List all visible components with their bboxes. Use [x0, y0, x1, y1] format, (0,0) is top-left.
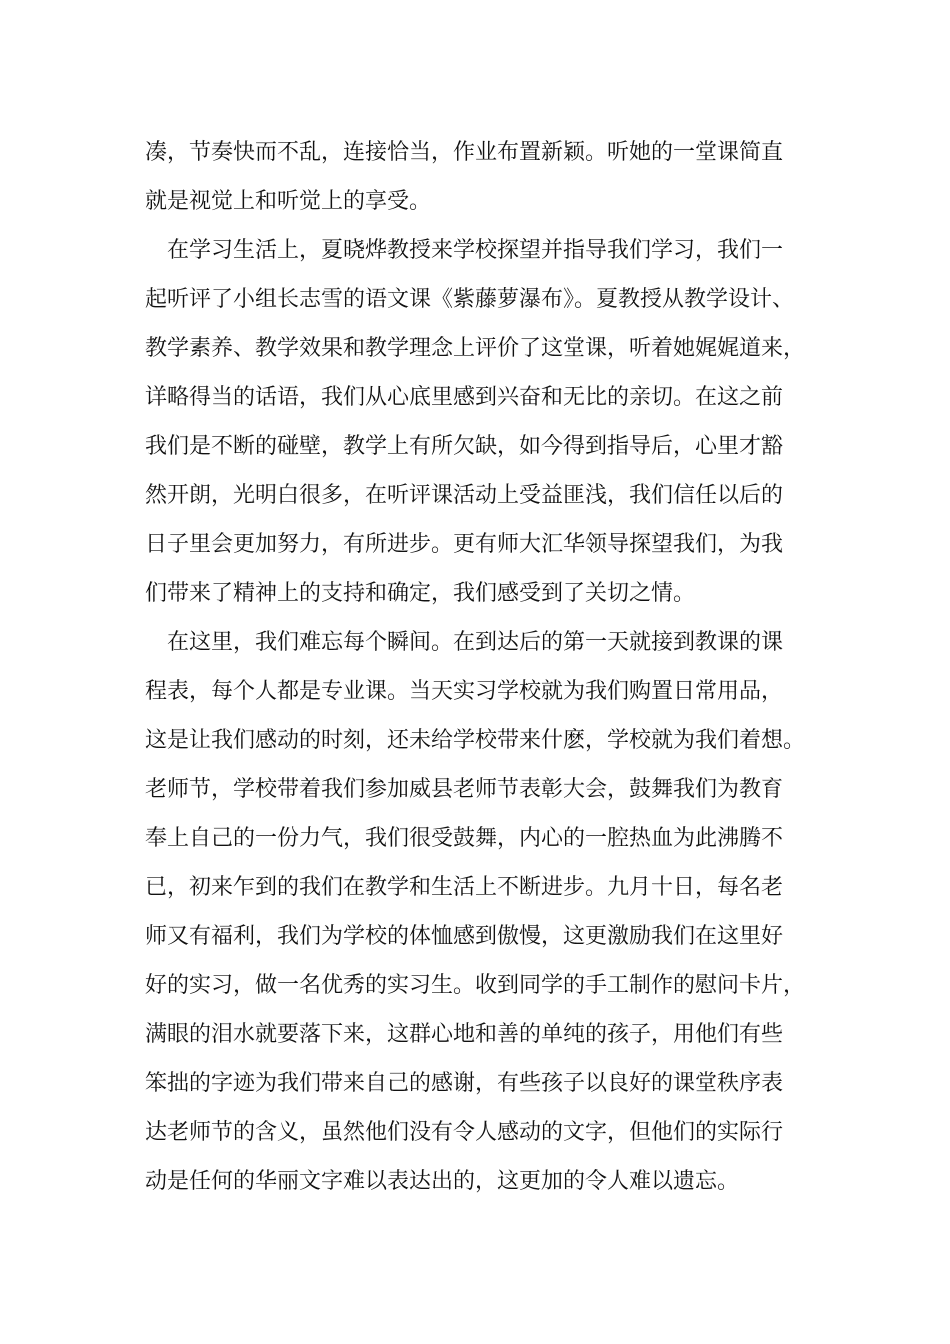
text-line: 满眼的泪水就要落下来，这群心地和善的单纯的孩子，用他们有些 — [145, 1022, 784, 1047]
text-line: 老师节，学校带着我们参加威县老师节表彰大会，鼓舞我们为教育 — [145, 777, 784, 802]
text-line: 这是让我们感动的时刻，还未给学校带来什麽，学校就为我们着想。 — [145, 728, 806, 753]
text-line: 我们是不断的碰壁，教学上有所欠缺，如今得到指导后，心里才豁 — [145, 434, 784, 459]
paragraph-3 — [145, 618, 805, 1206]
paragraph-1 — [145, 128, 805, 226]
body-text — [145, 128, 805, 1206]
text-line: 凑，节奏快而不乱，连接恰当，作业布置新颖。听她的一堂课简直 — [145, 140, 784, 165]
paragraph-2 — [145, 226, 805, 618]
text-line: 就是视觉上和听觉上的享受。 — [145, 189, 432, 214]
text-line: 详略得当的话语，我们从心底里感到兴奋和无比的亲切。在这之前 — [145, 385, 784, 410]
text-line: 们带来了精神上的支持和确定，我们感受到了关切之情。 — [145, 581, 696, 606]
text-line: 奉上自己的一份力气，我们很受鼓舞，内心的一腔热血为此沸腾不 — [145, 826, 784, 851]
text-line: 然开朗，光明白很多，在听评课活动上受益匪浅，我们信任以后的 — [145, 483, 784, 508]
text-line: 动是任何的华丽文字难以表达出的，这更加的令人难以遗忘。 — [145, 1169, 740, 1194]
text-line: 达老师节的含义，虽然他们没有令人感动的文字，但他们的实际行 — [145, 1120, 784, 1145]
text-line: 在这里，我们难忘每个瞬间。在到达后的第一天就接到教课的课 — [167, 630, 784, 655]
text-line: 已，初来乍到的我们在教学和生活上不断进步。九月十日，每名老 — [145, 875, 784, 900]
text-line: 起听评了小组长志雪的语文课《紫藤萝瀑布》。夏教授从教学设计、 — [145, 287, 795, 312]
text-line: 好的实习，做一名优秀的实习生。收到同学的手工制作的慰问卡片， — [145, 973, 806, 998]
text-line: 师又有福利，我们为学校的体恤感到傲慢，这更激励我们在这里好 — [145, 924, 784, 949]
text-line: 笨拙的字迹为我们带来自己的感谢，有些孩子以良好的课堂秩序表 — [145, 1071, 784, 1096]
text-line: 程表，每个人都是专业课。当天实习学校就为我们购置日常用品， — [145, 679, 784, 704]
text-line: 在学习生活上，夏晓烨教授来学校探望并指导我们学习，我们一 — [167, 238, 784, 263]
text-line: 教学素养、教学效果和教学理念上评价了这堂课，听着她娓娓道来， — [145, 336, 806, 361]
text-line: 日子里会更加努力，有所进步。更有师大汇华领导探望我们，为我 — [145, 532, 784, 557]
